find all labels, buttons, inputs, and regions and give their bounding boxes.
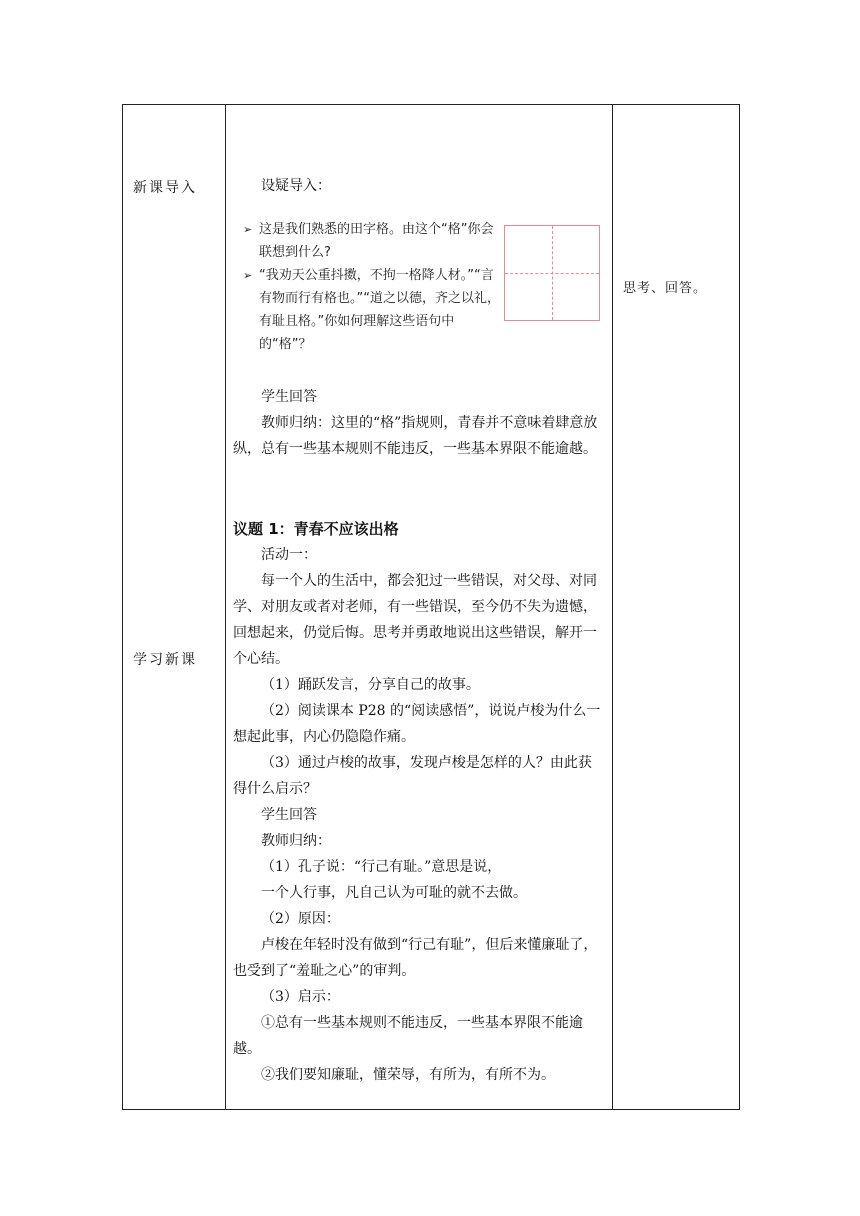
- student-answer: 学生回答: [261, 807, 317, 823]
- column-divider: [225, 105, 226, 1109]
- teacher-summary: 教师归纳：这里的“格”指规则，青春并不意味着肆意放纵，总有一些基本规则不能违反，一些基本界限不能逾越。: [233, 415, 598, 457]
- tian-grid-image: [504, 225, 600, 321]
- teacher-summary-label: 教师归纳：: [261, 833, 331, 849]
- topic-block: [233, 516, 605, 1088]
- lesson-table: [122, 104, 740, 1110]
- activity-paragraph: 每一个人的生活中，都会犯过一些错误，对父母、对同学、对朋友或者对老师，有一些错误，至今仍不失为遗憾，回想起来，仍觉后悔。思考并勇敢地说出这些错误，解开一个心结。: [233, 573, 597, 667]
- student-activity: 思考、回答。: [623, 281, 708, 296]
- arrow-bullet-icon: ➢: [243, 223, 253, 236]
- summary-point-1-detail: 一个人行事，凡自己认为可耻的就不去做。: [261, 885, 527, 901]
- bullet-item: [241, 218, 504, 264]
- intro-heading-block: [233, 173, 605, 199]
- bullet-text: 这是我们熟悉的田字格。由这个“格”你会联想到什么?: [259, 222, 494, 260]
- row-label-intro: 新课导入: [133, 180, 197, 196]
- intro-heading: 设疑导入：: [261, 178, 331, 194]
- summary-point-3: （3）启示：: [261, 989, 340, 1005]
- summary-point-2-detail: 卢梭在年轻时没有做到“行己有耻”，但后来懂廉耻了，也受到了“羞耻之心”的审判。: [233, 937, 598, 979]
- question-2: （2）阅读课本 P28 的“阅读感悟”，说说卢梭为什么一想起此事，内心仍隐隐作痛。: [233, 703, 601, 745]
- insight-2: ②我们要知廉耻，懂荣辱，有所为，有所不为。: [261, 1067, 555, 1083]
- summary-point-2: （2）原因：: [261, 911, 340, 927]
- insight-1: ①总有一些基本规则不能违反，一些基本界限不能逾越。: [233, 1015, 583, 1057]
- question-1: （1）踊跃发言，分享自己的故事。: [261, 677, 480, 693]
- question-3: （3）通过卢梭的故事，发现卢梭是怎样的人？由此获得什么启示？: [233, 755, 592, 797]
- activity-label: 活动一：: [261, 547, 317, 563]
- summary-point-1: （1）孔子说：“行己有耻。”意思是说，: [261, 859, 502, 875]
- topic-title: 议题 1：青春不应该出格: [233, 520, 399, 538]
- intro-summary-block: [233, 384, 605, 462]
- row-label-new-lesson: 学习新课: [133, 652, 197, 668]
- student-answer: 学生回答: [261, 389, 317, 405]
- arrow-bullet-icon: ➢: [243, 269, 253, 282]
- bullet-text: “我劝天公重抖擞，不拘一格降人材。”“言有物而行有格也。”“道之以德，齐之以礼，有耻且格。”你如何理解这些语句中的“格”？: [259, 268, 500, 352]
- bullet-item: [241, 264, 504, 356]
